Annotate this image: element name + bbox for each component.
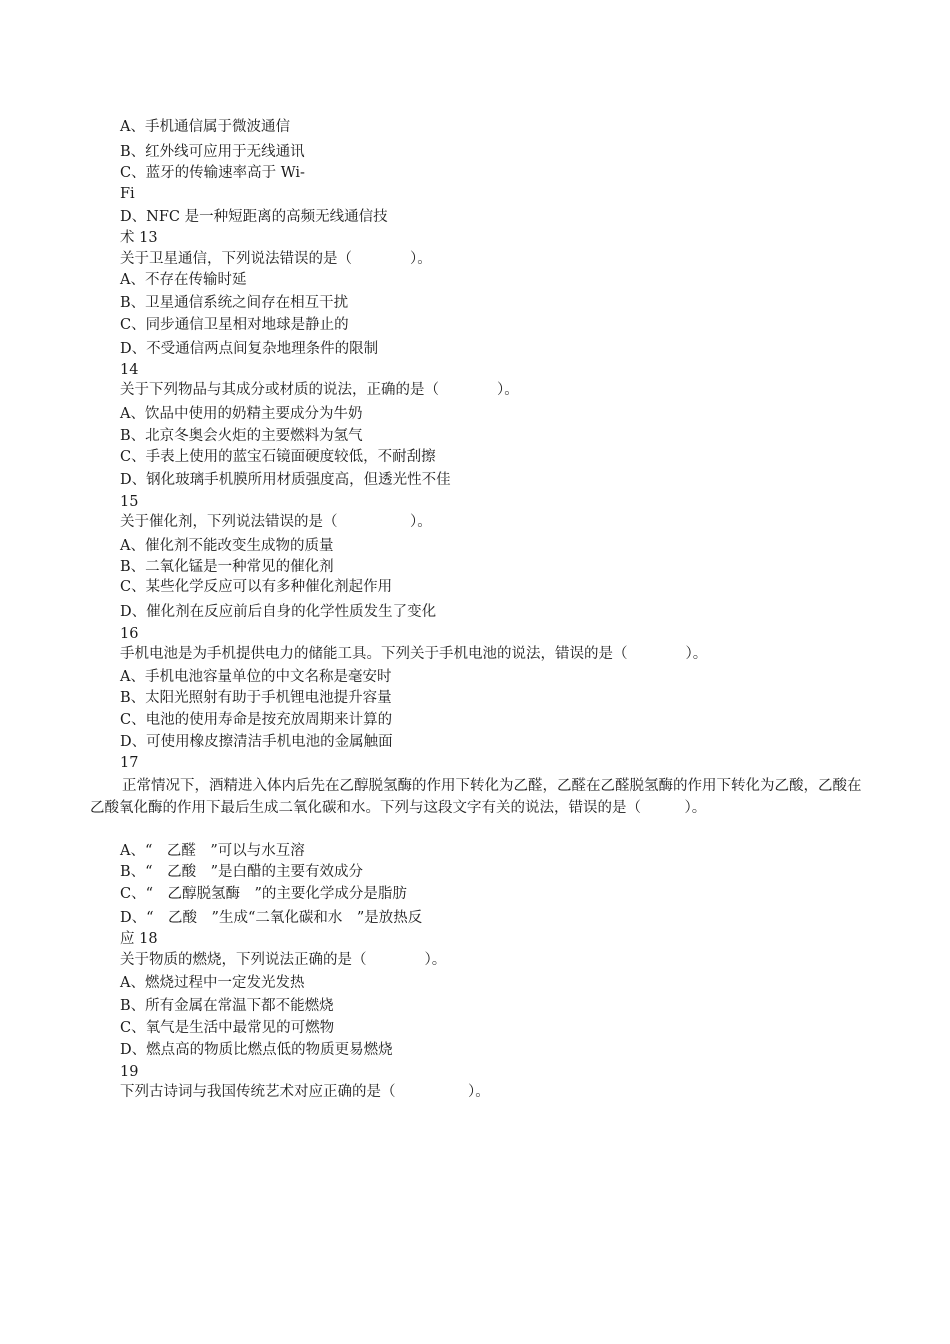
q18-option-a: A、燃烧过程中一定发光发热: [120, 975, 305, 991]
q12-option-d-end-q13-number: 术 13: [120, 230, 158, 246]
q14-option-d: D、钢化玻璃手机膜所用材质强度高，但透光性不佳: [120, 472, 451, 488]
q15-stem: 关于催化剂，下列说法错误的是（ ）。: [120, 514, 432, 530]
q17-option-d-end-q18-number: 应 18: [120, 931, 158, 947]
q17-option-c: C、“ 乙醇脱氢酶 ”的主要化学成分是脂肪: [120, 886, 407, 902]
q13-option-c: C、同步通信卫星相对地球是静止的: [120, 317, 349, 333]
q16-option-b: B、太阳光照射有助于手机锂电池提升容量: [120, 690, 392, 706]
q15-option-a: A、催化剂不能改变生成物的质量: [120, 538, 334, 554]
q13-option-d: D、不受通信两点间复杂地理条件的限制: [120, 341, 379, 357]
q16-option-d: D、可使用橡皮擦清洁手机电池的金属触面: [120, 734, 393, 750]
q18-option-b: B、所有金属在常温下都不能燃烧: [120, 998, 334, 1014]
q13-option-b: B、卫星通信系统之间存在相互干扰: [120, 295, 349, 311]
q15-option-b: B、二氧化锰是一种常见的催化剂: [120, 559, 334, 575]
q16-option-c: C、电池的使用寿命是按充放周期来计算的: [120, 712, 393, 728]
q14-option-a: A、饮品中使用的奶精主要成分为牛奶: [120, 406, 363, 422]
q19-stem: 下列古诗词与我国传统艺术对应正确的是（ ）。: [120, 1084, 490, 1100]
q17-option-b: B、“ 乙酸 ”是白醋的主要有效成分: [120, 864, 363, 880]
q12-option-b: B、红外线可应用于无线通讯: [120, 144, 305, 160]
q18-option-c: C、氧气是生活中最常见的可燃物: [120, 1020, 335, 1036]
q17-option-d: D、“ 乙酸 ”生成“二氧化碳和水 ”是放热反: [120, 910, 423, 926]
q13-option-a: A、不存在传输时延: [120, 272, 247, 288]
q12-option-c-line2: Fi: [120, 186, 135, 202]
q17-option-a: A、“ 乙醛 ”可以与水互溶: [120, 843, 305, 859]
q12-option-a: A、手机通信属于微波通信: [120, 119, 290, 135]
q16-stem: 手机电池是为手机提供电力的储能工具。下列关于手机电池的说法，错误的是（ ）。: [120, 646, 708, 662]
q15-option-c: C、某些化学反应可以有多种催化剂起作用: [120, 579, 393, 595]
q18-stem: 关于物质的燃烧，下列说法正确的是（ ）。: [120, 952, 447, 968]
q14-number: 14: [120, 362, 139, 378]
q15-number: 15: [120, 494, 139, 510]
q16-option-a: A、手机电池容量单位的中文名称是毫安时: [120, 669, 392, 685]
q13-stem: 关于卫星通信，下列说法错误的是（ ）。: [120, 251, 432, 267]
q12-option-d: D、NFC 是一种短距离的高频无线通信技: [120, 209, 388, 225]
q19-number: 19: [120, 1064, 139, 1080]
q17-number: 17: [120, 755, 139, 771]
q17-stem: 正常情况下，酒精进入体内后先在乙醇脱氢酶的作用下转化为乙醛，乙醛在乙醛脱氢酶的作用下转化为乙酸，乙酸在乙酸氧化酶的作用下最后生成二氧化碳和水。下列与这段文字有关的说法，错误的是（ ）。: [90, 778, 862, 816]
q15-option-d: D、催化剂在反应前后自身的化学性质发生了变化: [120, 604, 437, 620]
q14-option-c: C、手表上使用的蓝宝石镜面硬度较低，不耐刮擦: [120, 449, 436, 465]
q14-option-b: B、北京冬奥会火炬的主要燃料为氢气: [120, 428, 363, 444]
q14-stem: 关于下列物品与其成分或材质的说法，正确的是（ ）。: [120, 382, 519, 398]
q12-option-c-line1: C、蓝牙的传输速率高于 Wi-: [120, 165, 305, 181]
q16-number: 16: [120, 626, 139, 642]
q18-option-d: D、燃点高的物质比燃点低的物质更易燃烧: [120, 1042, 393, 1058]
